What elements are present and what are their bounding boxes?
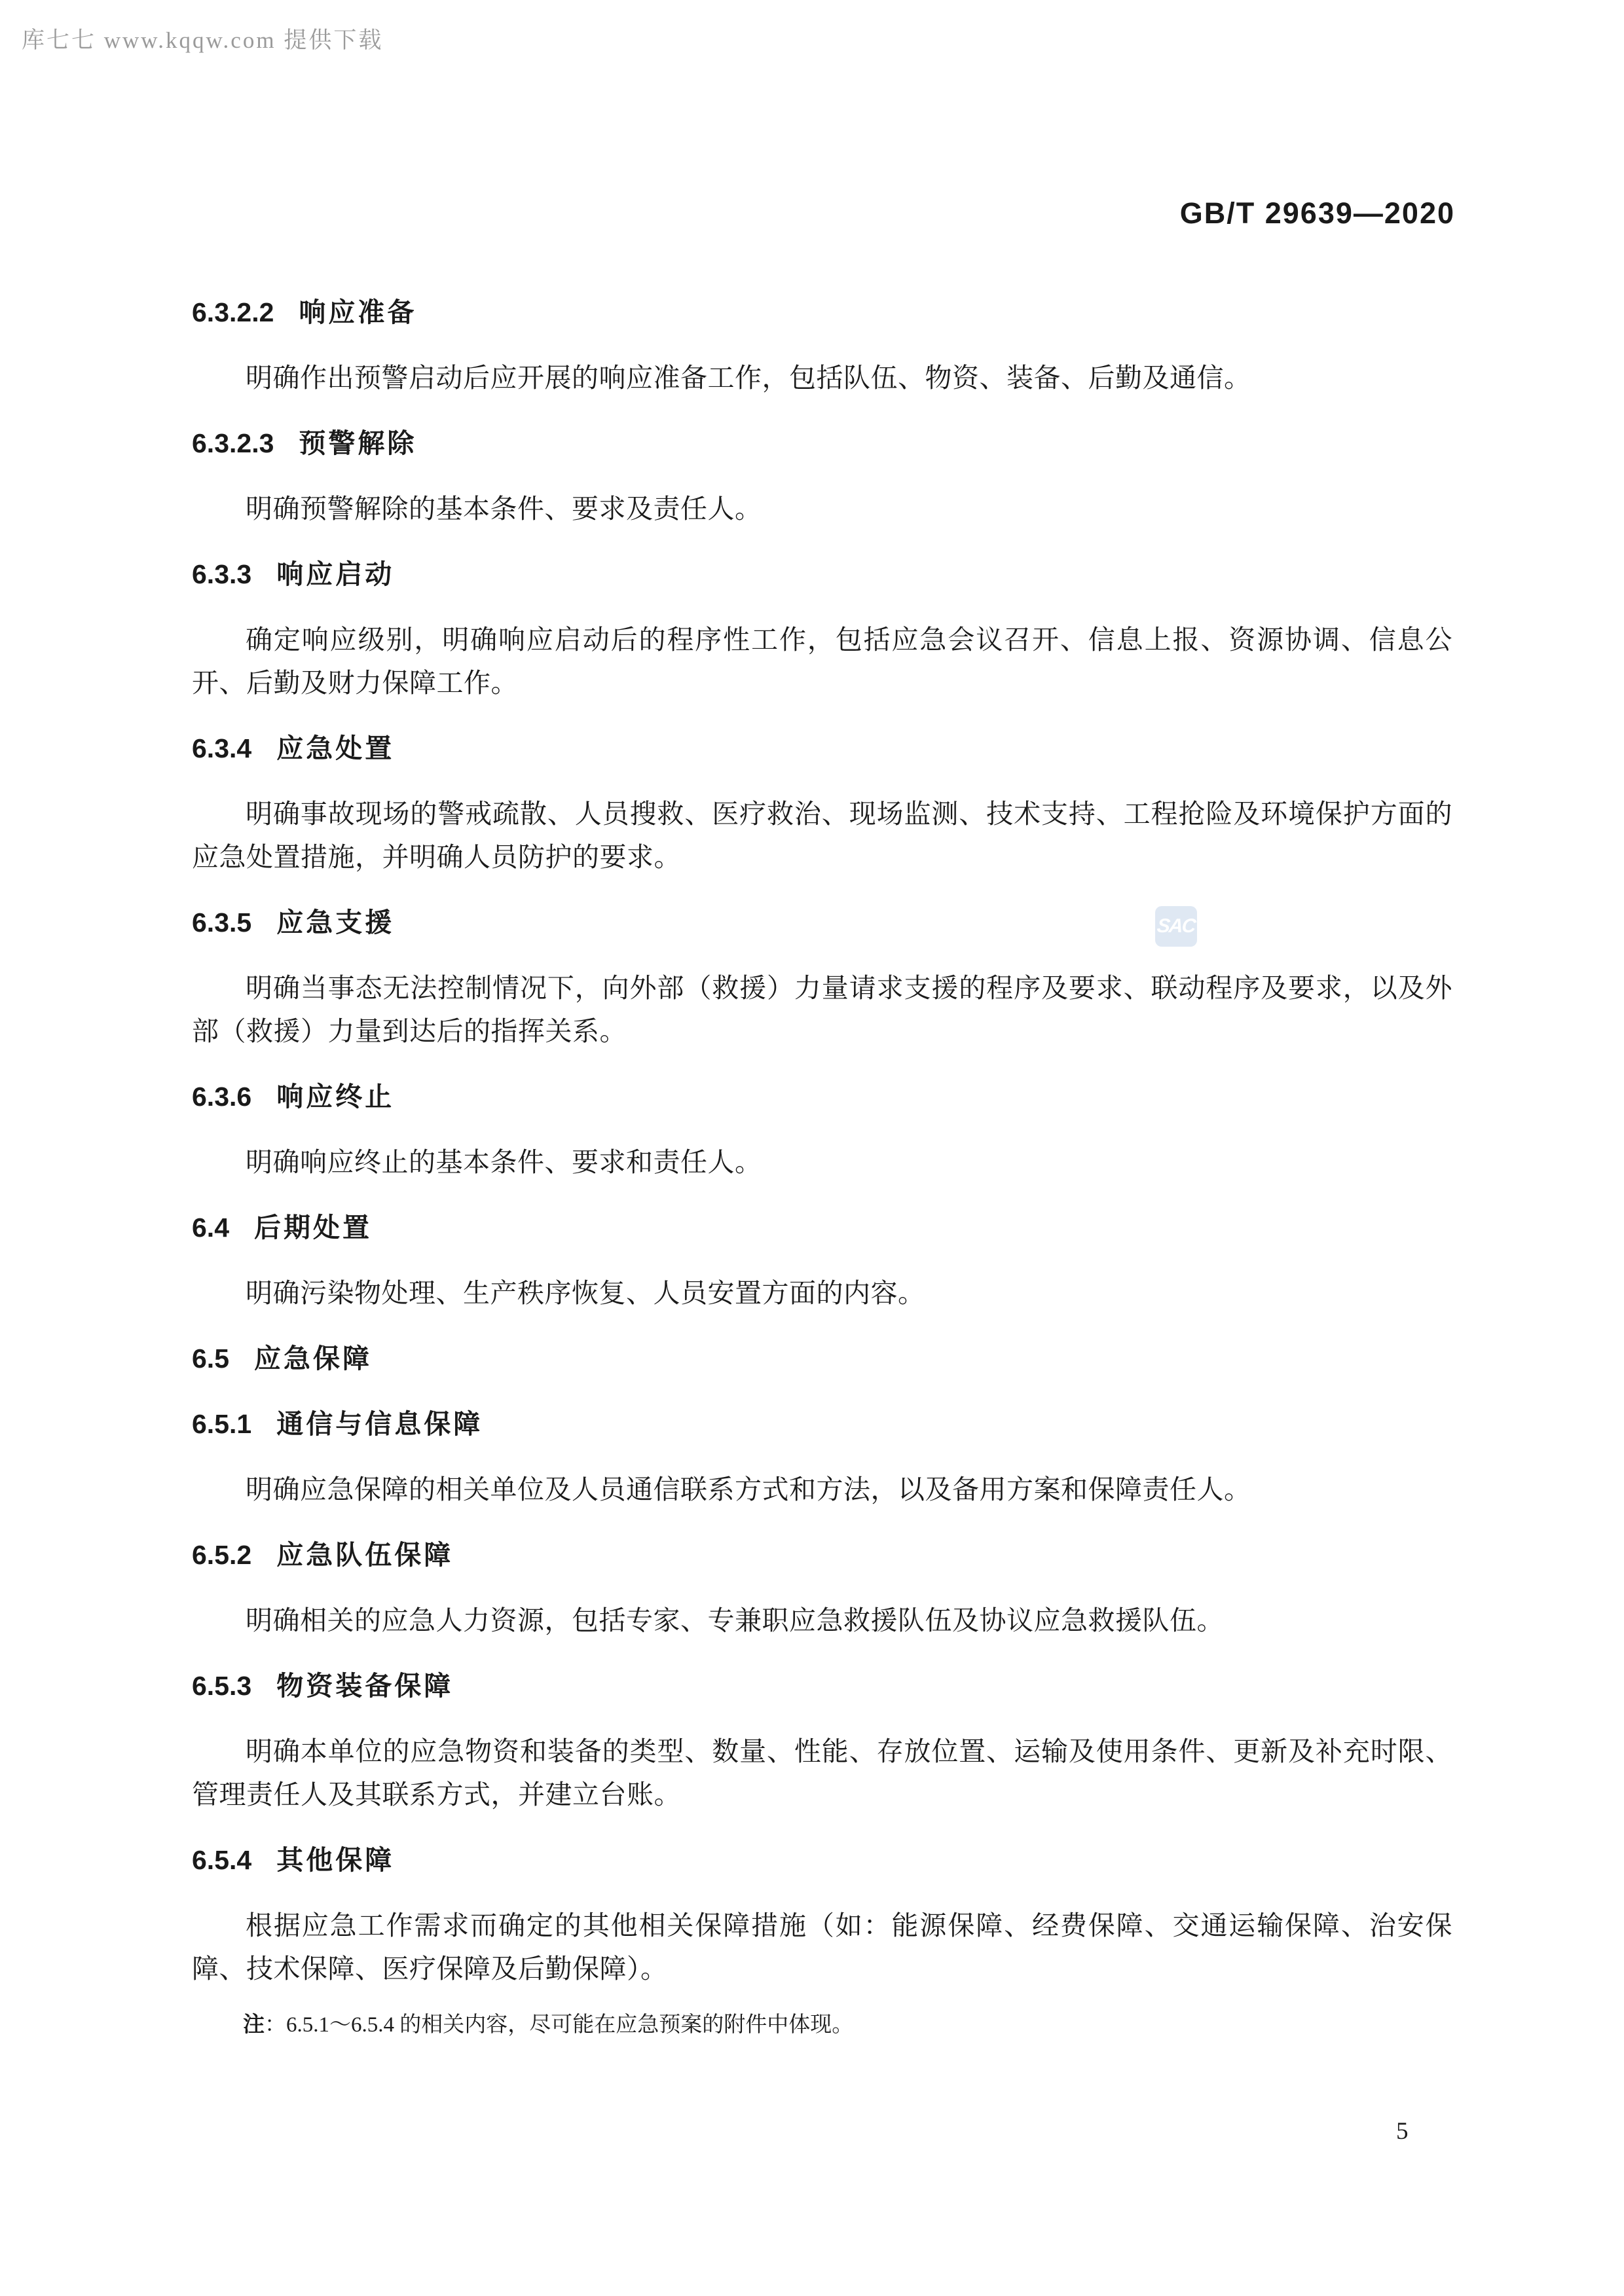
site-watermark: 库七七 www.kqqw.com 提供下载 xyxy=(22,27,384,53)
page-content xyxy=(192,291,1452,2042)
section-number: 6.4 xyxy=(192,1212,229,1243)
section-heading xyxy=(192,1664,1452,1707)
sections xyxy=(192,291,1452,1990)
paragraph: 确定响应级别，明确响应启动后的程序性工作，包括应急会议召开、信息上报、资源协调、信息公开、后勤及财力保障工作。 xyxy=(192,625,1452,698)
page-number: 5 xyxy=(1396,2118,1409,2145)
section-heading xyxy=(192,422,1452,465)
paragraph: 根据应急工作需求而确定的其他相关保障措施（如：能源保障、经费保障、交通运输保障、治安保障、技术保障、医疗保障及后勤保障）。 xyxy=(192,1910,1452,1984)
section-number: 6.5.1 xyxy=(192,1409,252,1439)
section-number: 6.5.2 xyxy=(192,1540,252,1570)
section-number: 6.3.6 xyxy=(192,1082,252,1112)
section-title: 物资装备保障 xyxy=(276,1671,454,1701)
paragraph: 明确作出预警启动后应开展的响应准备工作，包括队伍、物资、装备、后勤及通信。 xyxy=(246,363,1251,393)
section-heading xyxy=(192,553,1452,596)
paragraph: 明确相关的应急人力资源，包括专家、专兼职应急救援队伍及协议应急救援队伍。 xyxy=(246,1605,1224,1635)
section-heading xyxy=(192,1533,1452,1576)
section-heading xyxy=(192,901,1452,944)
section-heading xyxy=(192,1402,1452,1446)
section-title: 预警解除 xyxy=(299,428,417,458)
section-number: 6.3.2.3 xyxy=(192,428,274,458)
sac-logo-text: SAC xyxy=(1156,915,1196,937)
paragraph: 明确本单位的应急物资和装备的类型、数量、性能、存放位置、运输及使用条件、更新及补充时限、管理责任人及其联系方式，并建立台账。 xyxy=(192,1736,1452,1810)
paragraph: 明确响应终止的基本条件、要求和责任人。 xyxy=(246,1147,762,1177)
section-heading xyxy=(192,1206,1452,1249)
section-heading xyxy=(192,1075,1452,1118)
paragraph: 明确应急保障的相关单位及人员通信联系方式和方法，以及备用方案和保障责任人。 xyxy=(246,1474,1251,1504)
note-text: ：6.5.1～6.5.4 的相关内容，尽可能在应急预案的附件中体现。 xyxy=(265,2013,854,2037)
section-title: 其他保障 xyxy=(276,1845,395,1875)
paragraph: 明确事故现场的警戒疏散、人员搜救、医疗救治、现场监测、技术支持、工程抢险及环境保护方面的应急处置措施，并明确人员防护的要求。 xyxy=(192,799,1452,872)
section-number: 6.5 xyxy=(192,1343,229,1374)
section-heading xyxy=(192,727,1452,770)
section-title: 通信与信息保障 xyxy=(276,1409,483,1439)
section-title: 响应终止 xyxy=(276,1082,395,1112)
section-title: 响应启动 xyxy=(276,559,395,589)
section-number: 6.3.2.2 xyxy=(192,297,274,327)
section-title: 后期处置 xyxy=(254,1212,372,1243)
section-heading xyxy=(192,291,1452,334)
section-number: 6.5.3 xyxy=(192,1671,252,1701)
section-number: 6.3.4 xyxy=(192,733,252,763)
paragraph: 明确预警解除的基本条件、要求及责任人。 xyxy=(246,494,762,524)
section-number: 6.5.4 xyxy=(192,1845,252,1875)
note-line xyxy=(192,2007,1452,2042)
paragraph: 明确当事态无法控制情况下，向外部（救援）力量请求支援的程序及要求、联动程序及要求，以及外部（救援）力量到达后的指挥关系。 xyxy=(192,973,1452,1046)
section-title: 应急处置 xyxy=(276,733,395,763)
section-title: 应急队伍保障 xyxy=(276,1540,454,1570)
standard-code-header: GB/T 29639—2020 xyxy=(1179,196,1455,230)
section-number: 6.3.3 xyxy=(192,559,252,589)
section-title: 应急保障 xyxy=(254,1343,372,1374)
section-title: 响应准备 xyxy=(299,297,417,327)
section-number: 6.3.5 xyxy=(192,907,252,938)
note-label: 注 xyxy=(243,2012,265,2036)
section-heading xyxy=(192,1337,1452,1380)
section-heading xyxy=(192,1838,1452,1882)
section-title: 应急支援 xyxy=(276,907,395,938)
paragraph: 明确污染物处理、生产秩序恢复、人员安置方面的内容。 xyxy=(246,1278,925,1308)
